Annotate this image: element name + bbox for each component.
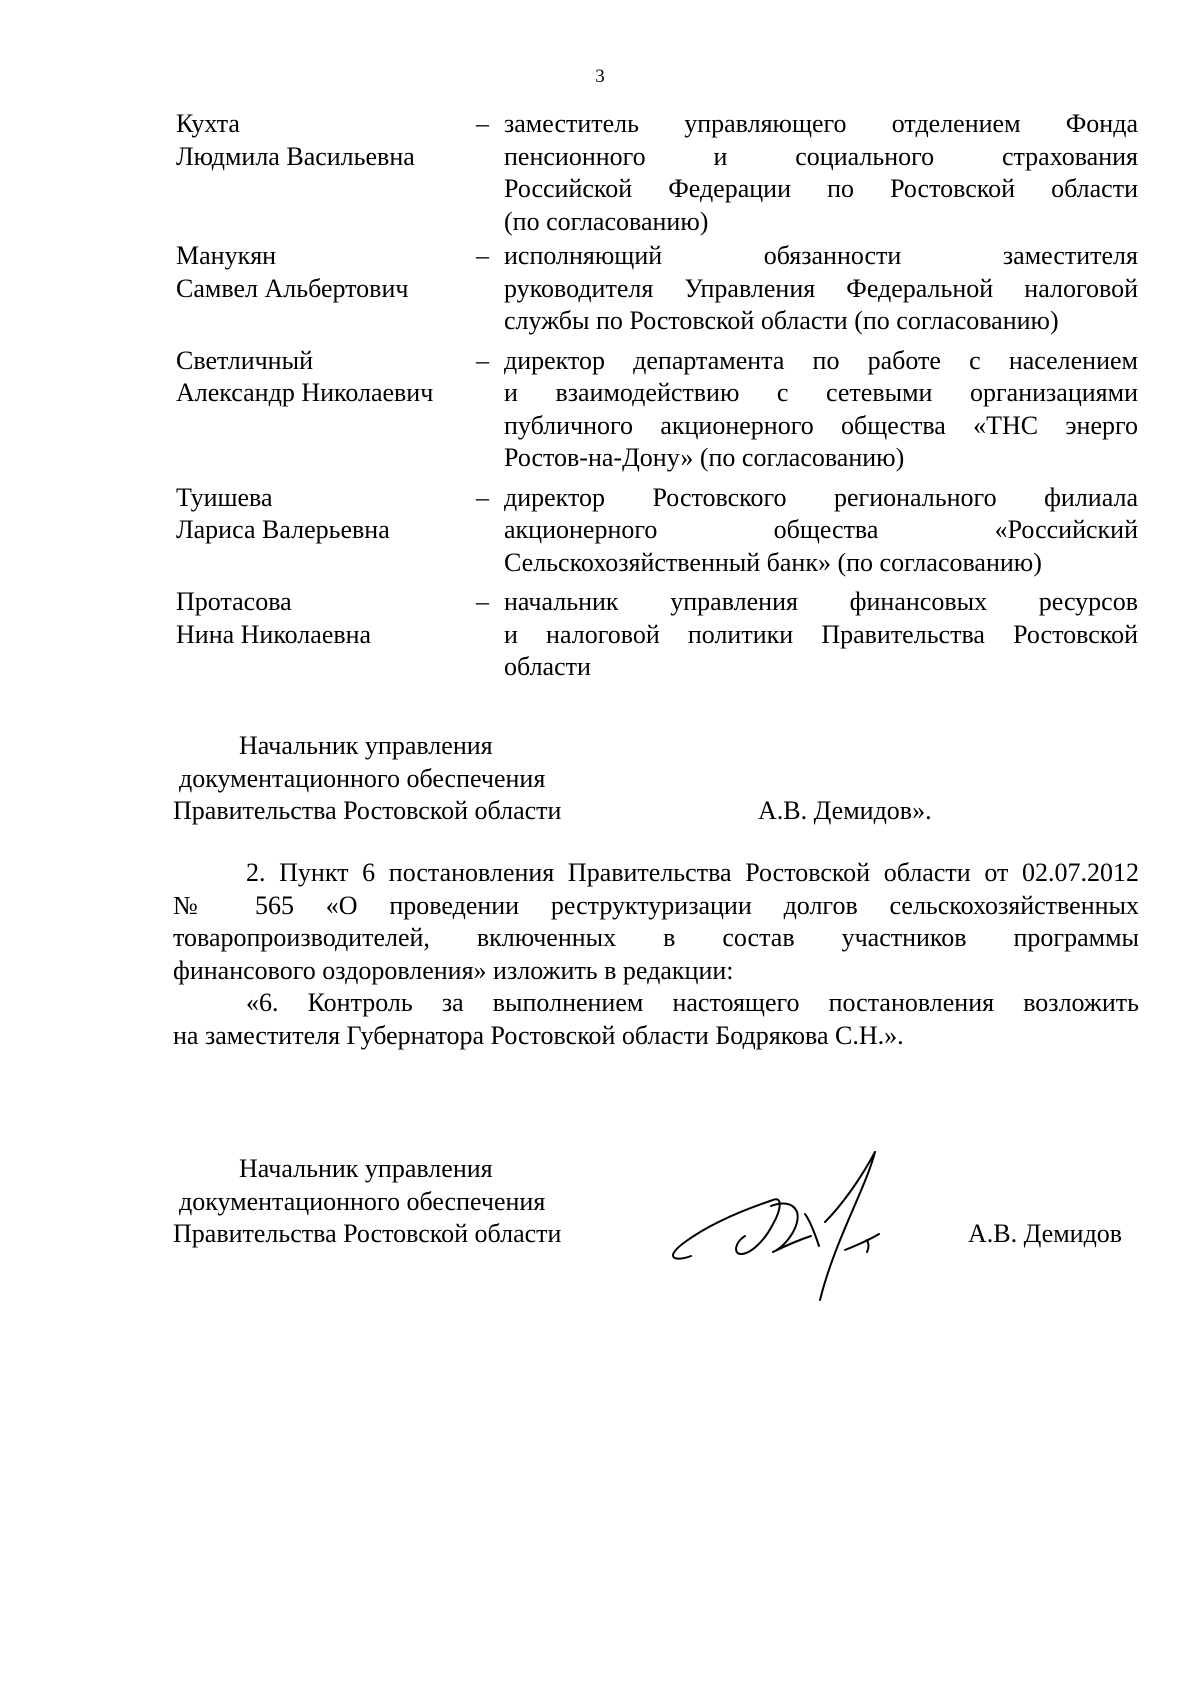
member-name: [176, 240, 476, 338]
member-dash: –: [476, 482, 489, 512]
member-dash: –: [476, 345, 489, 375]
signatory-title-line: Начальник управления: [239, 731, 493, 760]
role-line: директор департамента по работе с населением: [504, 345, 1138, 375]
signatory-name: А.В. Демидов: [968, 1219, 1123, 1248]
paragraph-line: «6. Контроль за выполнением настоящего постановления возложить: [246, 988, 1139, 1017]
paragraph-line: 2. Пункт 6 постановления Правительства Ростовской области от 02.07.2012: [246, 858, 1139, 887]
member-dash: –: [476, 241, 489, 270]
member-row: [176, 482, 1138, 580]
role-line: и налоговой политики Правительства Ростовской: [504, 619, 1138, 649]
member-surname: Туишева: [176, 482, 273, 512]
paragraph-line: на заместителя Губернатора Ростовской области Бодрякова С.Н.».: [173, 1020, 904, 1050]
signatory-title-line: Начальник управления: [239, 1154, 493, 1183]
signatory-title: [173, 730, 613, 828]
member-name: [176, 586, 476, 684]
role-line: руководителя Управления Федеральной налоговой: [504, 273, 1138, 303]
paragraph-item-6-quote: [173, 987, 1139, 1052]
role-line: службы по Ростовской области (по согласованию): [504, 306, 1059, 335]
role-line: исполняющий обязанности заместителя: [504, 241, 1138, 270]
member-given-name: Людмила Васильевна: [176, 141, 415, 171]
member-row: [176, 108, 1138, 238]
role-line: заместитель управляющего отделением Фонда: [504, 109, 1138, 138]
member-given-name: Александр Николаевич: [176, 378, 434, 407]
signatory-name: А.В. Демидов».: [758, 796, 932, 825]
paragraph-line: финансового оздоровления» изложить в редакции:: [173, 955, 734, 985]
member-given-name: Самвел Альбертович: [176, 273, 409, 303]
paragraph-line: товаропроизводителей, включенных в состав участников программы: [173, 923, 1139, 952]
paragraph-line: № 565 «О проведении реструктуризации долгов сельскохозяйственных: [173, 890, 1139, 920]
role-line: Российской Федерации по Ростовской области: [504, 174, 1138, 203]
member-name: [176, 108, 476, 238]
role-line: Сельскохозяйственный банк» (по согласованию): [504, 547, 1042, 577]
member-row: [176, 586, 1138, 684]
member-given-name: Лариса Валерьевна: [176, 515, 390, 544]
signatory-title-line: Правительства Ростовской области: [173, 796, 562, 825]
handwritten-signature: [655, 1140, 935, 1310]
member-role: [504, 240, 1138, 338]
member-role: [504, 482, 1138, 580]
signatory-title-line: документационного обеспечения: [179, 1186, 546, 1216]
role-line: пенсионного и социального страхования: [504, 141, 1138, 171]
member-given-name: Нина Николаевна: [176, 619, 372, 649]
role-line: акционерного общества «Российский: [504, 515, 1138, 544]
member-surname: Манукян: [176, 241, 277, 270]
role-line: публичного акционерного общества «ТНС энерго: [504, 410, 1138, 440]
member-row: [176, 345, 1138, 475]
role-line: Ростов-на-Дону» (по согласованию): [504, 443, 905, 472]
member-dash: –: [476, 587, 489, 616]
role-line: директор Ростовского регионального филиала: [504, 482, 1138, 512]
role-line: области: [504, 652, 591, 681]
paragraph-item-2: [173, 857, 1139, 987]
member-surname: Кухта: [176, 109, 240, 138]
members-list: [176, 108, 1138, 686]
member-role: [504, 586, 1138, 684]
signatory-title-line: Правительства Ростовской области: [173, 1219, 562, 1248]
member-dash: –: [476, 109, 489, 138]
role-line: и взаимодействию с сетевыми организациями: [504, 378, 1138, 407]
member-row: [176, 240, 1138, 338]
member-name: [176, 345, 476, 475]
member-role: [504, 345, 1138, 475]
signatory-title: [173, 1153, 613, 1251]
role-line: начальник управления финансовых ресурсов: [504, 587, 1138, 616]
page-number: 3: [595, 66, 605, 87]
signatory-title-line: документационного обеспечения: [179, 763, 546, 793]
member-role: [504, 108, 1138, 238]
role-line: (по согласованию): [504, 206, 709, 236]
signature-block-1: [173, 730, 1139, 830]
member-surname: Светличный: [176, 345, 313, 375]
member-surname: Протасова: [176, 587, 292, 616]
member-name: [176, 482, 476, 580]
